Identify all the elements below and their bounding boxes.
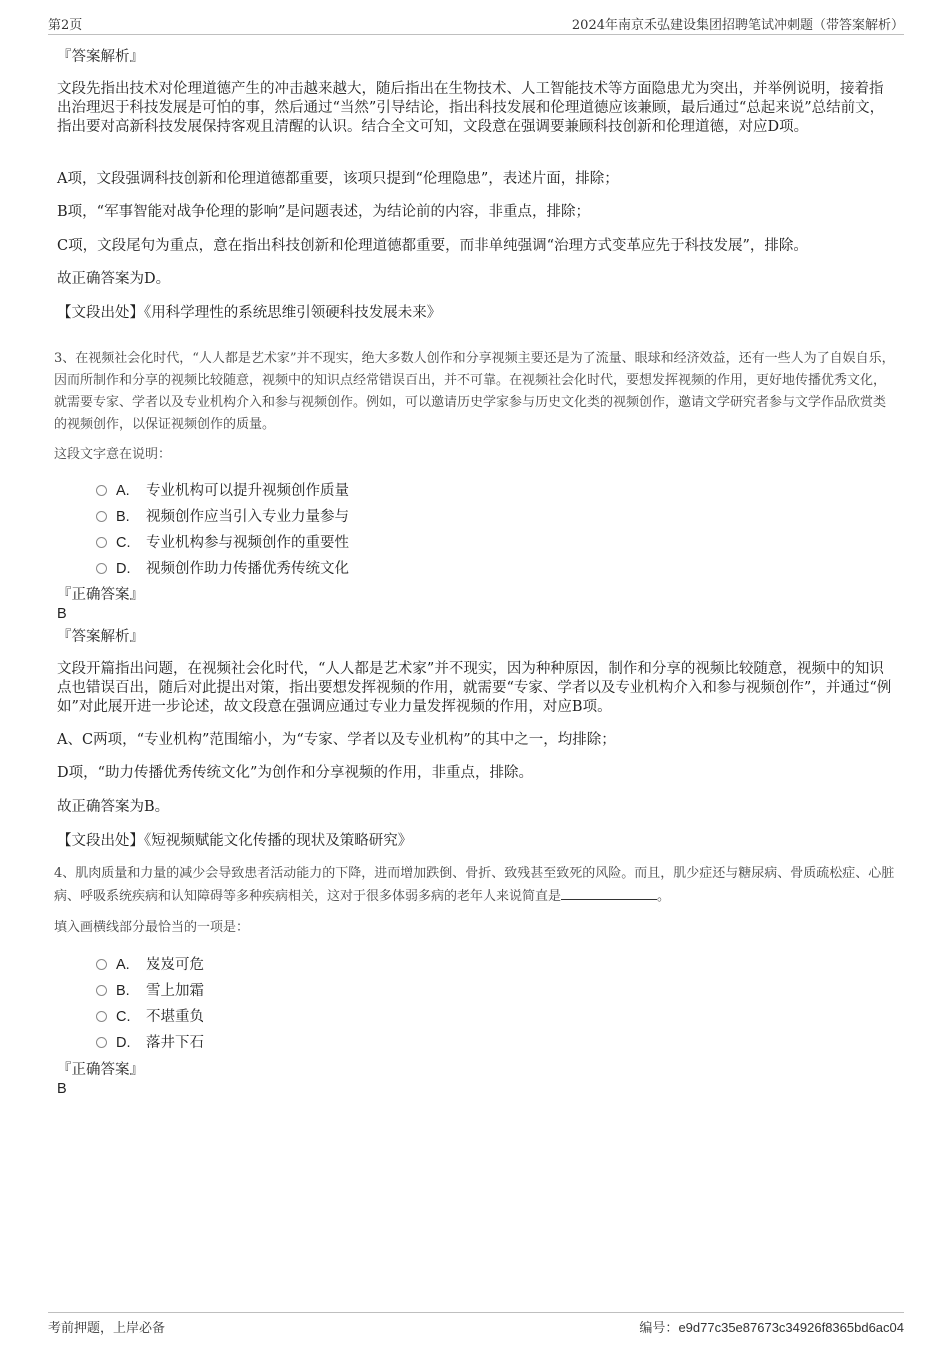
q3-option-b[interactable]: B. 视频创作应当引入专业力量参与 [96,507,349,527]
q4-option-b[interactable]: B. 雪上加霜 [96,981,204,1001]
radio-icon[interactable] [96,537,107,548]
q3-option-d[interactable]: D. 视频创作助力传播优秀传统文化 [96,559,349,579]
q2-option-a-note: A项，文段强调科技创新和伦理道德都重要，该项只提到“伦理隐患”，表述片面，排除； [57,171,619,187]
document-code: 编号：e9d77c35e87673c34926f8365bd6ac04 [639,1320,904,1336]
radio-icon[interactable] [96,485,107,496]
radio-icon[interactable] [96,511,107,522]
document-title: 2024年南京禾弘建设集团招聘笔试冲刺题（带答案解析） [571,18,904,33]
q4-stem: 4、肌肉质量和力量的减少会导致患者活动能力的下降，进而增加跌倒、骨折、致残甚至致死的风险。而且，肌少症还与糖尿病、骨质疏松症、心脏病、呼吸系统疾病和认知障碍等多种疾病相关，这对于很多体弱多病的老年人来说简直是 。 [54,866,895,904]
q3-option-c[interactable]: C. 专业机构参与视频创作的重要性 [96,533,349,553]
q4-option-c[interactable]: C. 不堪重负 [96,1007,204,1027]
q2-source: 【文段出处】《用科学理性的系统思维引领硬科技发展未来》 [57,305,442,321]
q3-prompt: 这段文字意在说明： [54,447,172,462]
radio-icon[interactable] [96,1037,107,1048]
q2-analysis-title: 『答案解析』 [57,49,144,65]
q3-source: 【文段出处】《短视频赋能文化传播的现状及策略研究》 [57,833,413,849]
q4-answer: B [57,1081,67,1097]
fill-in-blank [561,885,657,900]
q3-conclusion: 故正确答案为B。 [57,799,170,815]
page-footer [48,1312,904,1335]
q3-option-ac-note: A、C两项，“专业机构”范围缩小，为“专家、学者以及专业机构”的其中之一，均排除； [57,732,616,748]
q3-answer-title: 『正确答案』 [57,587,144,603]
q3-answer: B [57,606,67,622]
page-header [48,14,904,35]
q3-stem: 3、在视频社会化时代，“人人都是艺术家”并不现实，绝大多数人创作和分享视频主要还是为了流量、眼球和经济效益，还有一些人为了自娱自乐，因而所制作和分享的视频比较随意，视频中的知识点经常错误百出，并不可靠。在视频社会化时代，要想发挥视频的作用，更好地传播优秀文化，就需要专家、学者以及专业机构介入和参与视频创作。例如，可以邀请历史学家参与历史文化类的视频创作，邀请文学研究者参与文学作品欣赏类的视频创作，以保证视频创作的质量。 [54,351,895,432]
footer-slogan: 考前押题，上岸必备 [48,1321,166,1336]
radio-icon[interactable] [96,563,107,574]
q2-analysis-text: 文段先指出技术对伦理道德产生的冲击越来越大，随后指出在生物技术、人工智能技术等方面隐患尤为突出，并举例说明，接着指出治理迟于科技发展是可怕的事，然后通过“当然”引导结论，指出科技发展和伦理道德应该兼顾，最后通过“总起来说”总结前文，指出要对高新科技发展保持客观且清醒的认识。结合全文可知，文段意在强调要兼顾科技创新和伦理道德，对应D项。 [57,81,885,135]
q3-analysis-title: 『答案解析』 [57,629,144,645]
radio-icon[interactable] [96,959,107,970]
q2-conclusion: 故正确答案为D。 [57,271,171,287]
radio-icon[interactable] [96,1011,107,1022]
q3-option-d-note: D项，“助力传播优秀传统文化”为创作和分享视频的作用，非重点，排除。 [57,765,533,781]
q4-prompt: 填入画横线部分最恰当的一项是： [54,920,250,935]
q4-option-a[interactable]: A. 岌岌可危 [96,955,204,975]
q3-analysis-text: 文段开篇指出问题，在视频社会化时代，“人人都是艺术家”并不现实，因为种种原因，制作和分享的视频比较随意，视频中的知识点也错误百出，随后对此提出对策，指出要想发挥视频的作用，就需要“专家、学者以及专业机构介入和参与视频创作”，并通过“例如”对此展开进一步论述，故文段意在强调应通过专业力量发挥视频的作用，对应B项。 [57,661,892,715]
q3-option-a[interactable]: A. 专业机构可以提升视频创作质量 [96,481,349,501]
q2-option-b-note: B项，“军事智能对战争伦理的影响”是问题表述，为结论前的内容，非重点，排除； [57,204,590,220]
radio-icon[interactable] [96,985,107,996]
q4-option-d[interactable]: D. 落井下石 [96,1033,204,1053]
q4-answer-title: 『正确答案』 [57,1062,144,1078]
q2-option-c-note: C项，文段尾句为重点，意在指出科技创新和伦理道德都重要，而非单纯强调“治理方式变革应先于科技发展”，排除。 [57,238,808,254]
page-number: 第2页 [48,18,83,33]
